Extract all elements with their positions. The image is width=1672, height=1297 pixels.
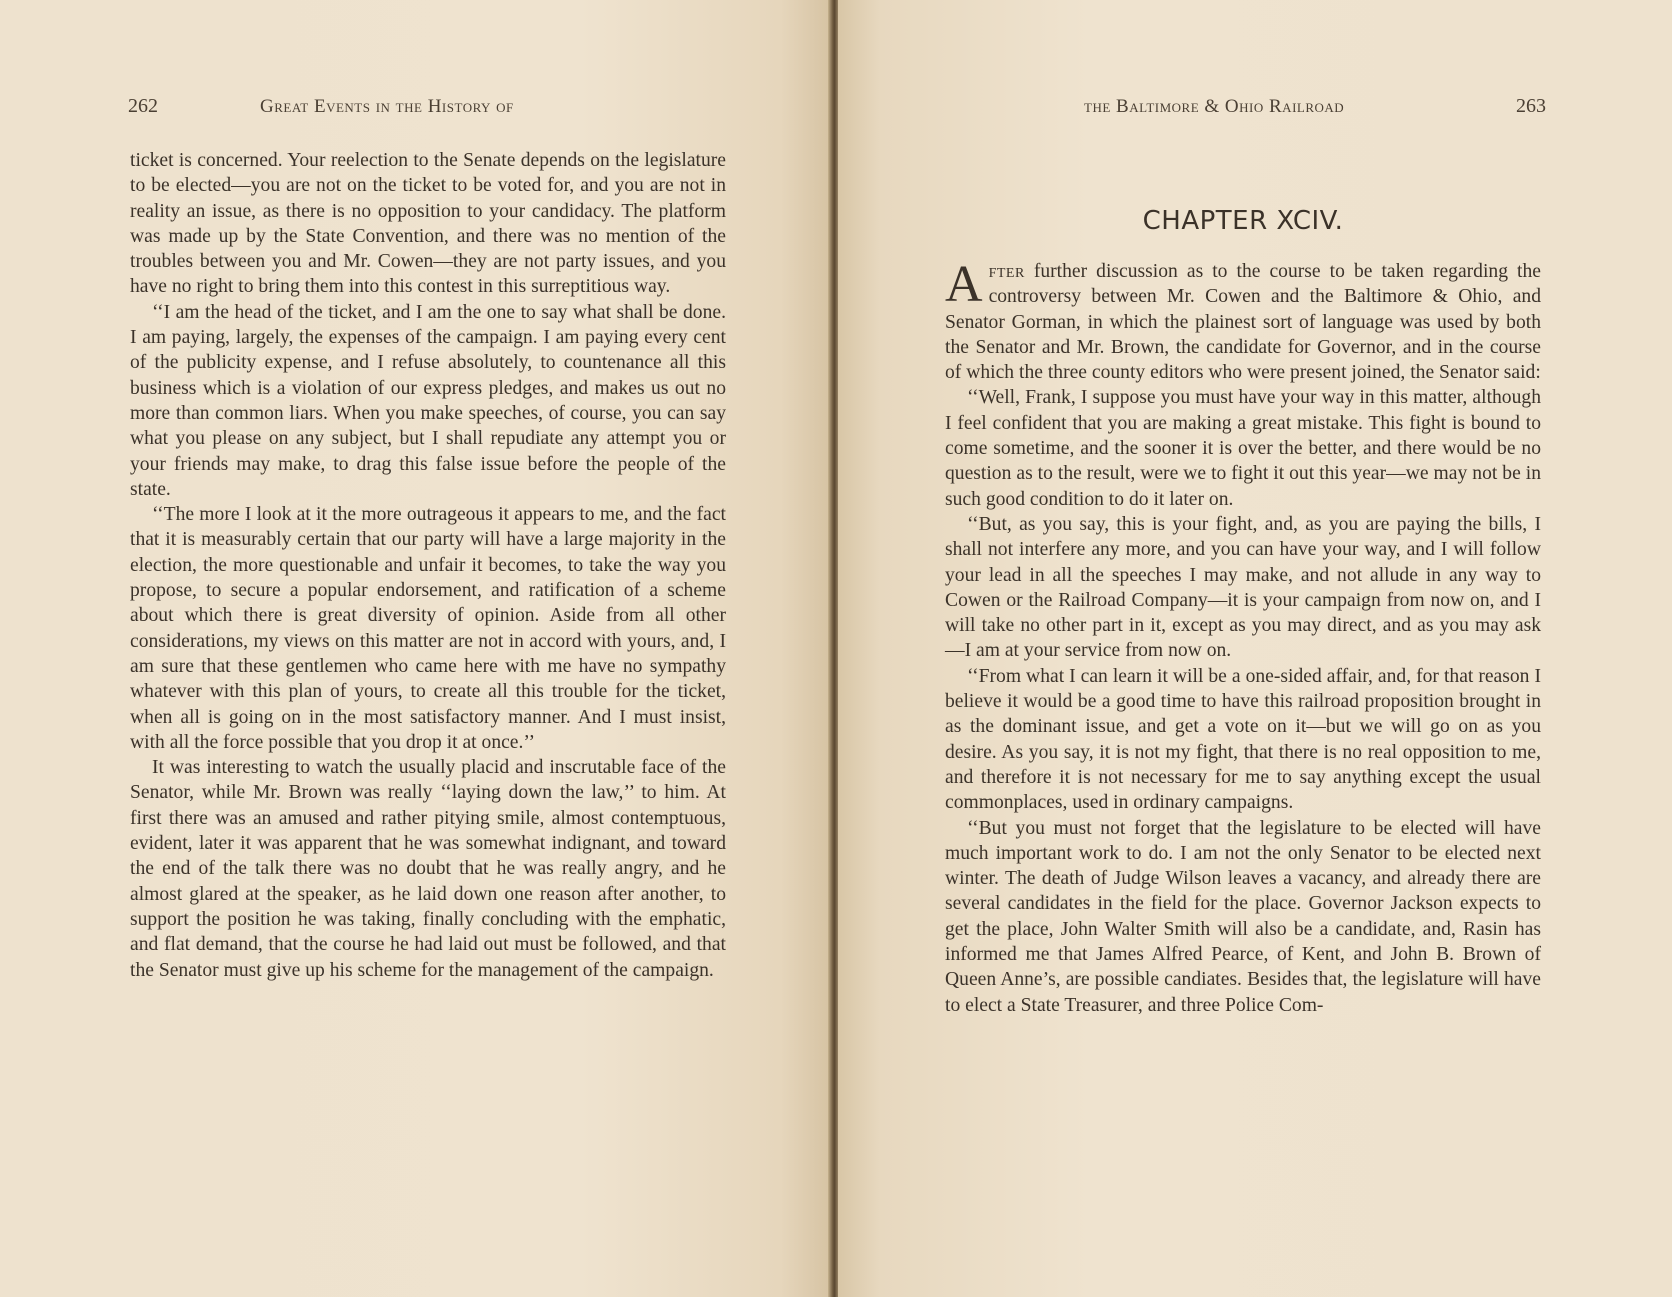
right-opening-paragraph	[945, 256, 1541, 385]
chapter-title: CHAPTER XCIV.	[1142, 206, 1344, 236]
left-paragraph-4: It was interesting to watch the usually placid and inscrutable face of the Senator, while Mr. Brown was really ‘‘laying down the law,’’ to him. At first there was an amused and rather pitying smile, almost contemptuous, evident, later it was apparent that he was somewhat indignant, and toward the end of the talk there was no doubt that he was really angry, and he almost glared at the speaker, as he laid down one reason after another, to support the position he was taking, finally concluding with the emphatic, and flat demand, that the course he had laid out must be followed, and that the Senator must give up his scheme for the management of the campaign.	[130, 757, 726, 981]
left-body-text	[130, 148, 726, 983]
left-paragraph-1: ticket is concerned. Your reelection to the Senate depends on the legislature to be elected—you are not on the ticket to be voted for, and you are not in reality an issue, as there is no opposition to your candidacy. The platform was made up by the State Convention, and there was no mention of the troubles between you and Mr. Cowen—they are not party issues, and you have no right to bring them into this contest in this surreptitious way.	[130, 150, 726, 298]
right-paragraph-4: ‘‘But you must not forget that the legislature to be elected will have much important work to do. I am not the only Senator to be elected next winter. The death of Judge Wilson leaves a vacancy, and already there are several candidates in the field for the place. Governor Jackson expects to get the place, John Walter Smith will also be a candidate, and, Rasin has informed me that James Alfred Pearce, of Kent, and John B. Brown of Queen Anne’s, are possible candiates. Besides that, the legislature will have to elect a State Treasurer, and three Police Com-	[945, 817, 1541, 1016]
right-page	[838, 0, 1672, 1297]
left-paragraph-2: ‘‘I am the head of the ticket, and I am the one to say what shall be done. I am paying, largely, the expenses of the campaign. I am paying every cent of the publicity expense, and I refuse absolutely, to countenance all this business which is a violation of our express pledges, and makes us out no more than common liars. When you make speeches, of course, you can say what you please on any subject, but I shall repudiate any attempt you or your friends may make, to drag this false issue before the people of the state.	[130, 301, 726, 500]
right-paragraph-2: ‘‘But, as you say, this is your fight, and, as you are paying the bills, I shall not interfere any more, and you can have your way, and I will follow your lead in all the speeches I may make, and not allude in any way to Cowen or the Railroad Company—it is your campaign from now on, and I will take no other part in it, except as you may direct, and as you may ask—I am at your service from now on.	[945, 513, 1541, 662]
right-paragraph-1: ‘‘Well, Frank, I suppose you must have your way in this matter, although I feel confident that you are making a great mistake. This fight is bound to come sometime, and the sooner it is over the better, and there would be no question as to the result, were we to fight it out this year—we may not be in such good condition to do it later on.	[945, 387, 1541, 510]
right-running-head: the Baltimore & Ohio Railroad	[1084, 96, 1345, 117]
left-paragraph-3: ‘‘The more I look at it the more outrageous it appears to me, and the fact that it is measurably certain that our party will have a large majority in the election, the more questionable and unfair it becomes, to take the way you propose, to secure a popular endorsement, and ratification of a scheme about which there is great diversity of opinion. Aside from all other considerations, my views on this matter are not in accord with yours, and, I am sure that these gentlemen who came here with me have no sympathy whatever with this plan of yours, to create all this trouble for the ticket, when all is going on in the most satisfactory manner. And I must insist, with all the force possible that you drop it at once.’’	[130, 504, 726, 753]
left-page-number: 262	[128, 95, 158, 117]
right-paragraph-3: ‘‘From what I can learn it will be a one-sided affair, and, for that reason I believe it would be a good time to have this railroad proposition brought in as the dominant issue, and get a vote on it—but we will go on as you desire. As you say, it is not my fight, that there is no real opposition to me, and therefore it is not necessary for me to say anything except the usual commonplaces, used in ordinary campaigns.	[945, 665, 1541, 814]
left-page	[0, 0, 830, 1297]
opening-smallcaps: fter	[988, 261, 1025, 282]
opening-text: further discussion as to the course to be taken regarding the controversy between Mr. Cowen and the Baltimore & Ohio, and Senator Gorman, in which the plainest sort of language was used by both the Senator and Mr. Brown, the candidate for Governor, and in the course of which the three county editors who were present joined, the Senator said:	[945, 261, 1541, 384]
right-body-text	[945, 256, 1541, 1018]
right-page-number: 263	[1516, 95, 1546, 117]
left-running-head: Great Events in the History of	[260, 96, 514, 117]
drop-cap: A	[945, 256, 983, 313]
